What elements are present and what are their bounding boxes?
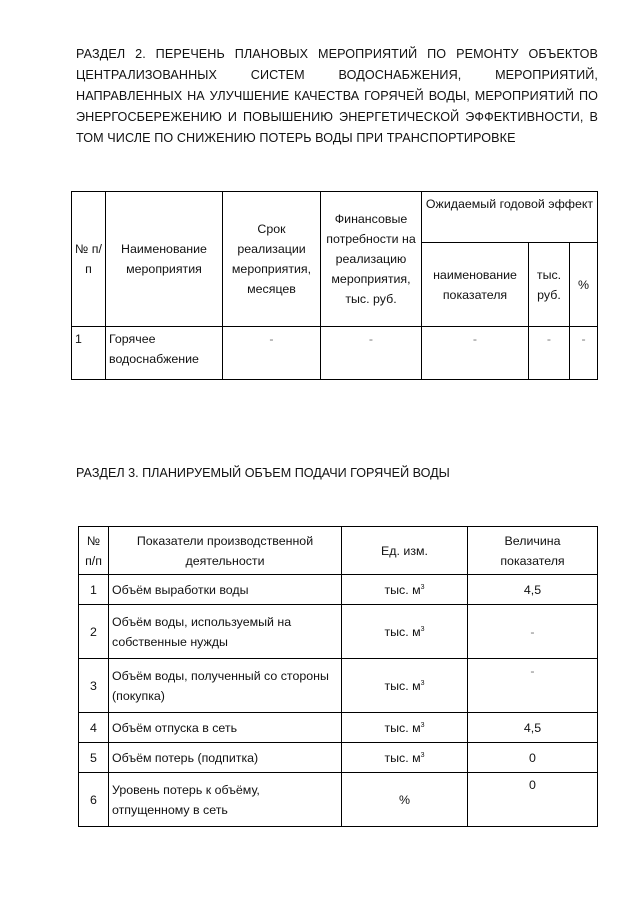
- unit-base: тыс. м: [384, 624, 421, 639]
- row-finance: -: [321, 327, 422, 380]
- unit-superscript: 3: [420, 583, 425, 591]
- header-num: № п/п: [79, 527, 109, 575]
- row-unit: [342, 605, 468, 659]
- row-term: -: [223, 327, 321, 380]
- header-num: № п/п: [72, 192, 106, 327]
- row-indicator: Объём потерь (подпитка): [109, 743, 342, 773]
- header-indicator: Показатели производственной деятельности: [109, 527, 342, 575]
- row-num: 1: [79, 575, 109, 605]
- row-measure-name: Горячее водоснабжение: [106, 327, 223, 380]
- unit-base: тыс. м: [384, 582, 421, 597]
- header-value: Величина показателя: [468, 527, 598, 575]
- row-num: 5: [79, 743, 109, 773]
- header-finance: Финансовые потребности на реализацию мероприятия, тыс. руб.: [321, 192, 422, 327]
- planned-measures-table: [71, 191, 598, 380]
- row-value: -: [468, 605, 598, 659]
- row-indicator: Объём воды, используемый на собственные нужды: [109, 605, 342, 659]
- row-num: 2: [79, 605, 109, 659]
- row-unit: %: [342, 773, 468, 827]
- header-term: Срок реализации мероприятия, месяцев: [223, 192, 321, 327]
- row-rub: -: [529, 327, 570, 380]
- unit-base: тыс. м: [384, 720, 421, 735]
- unit-superscript: 3: [420, 679, 425, 687]
- row-indicator: Объём выработки воды: [109, 575, 342, 605]
- row-value: 0: [468, 773, 598, 827]
- table-row: [79, 659, 598, 713]
- table-row: [79, 713, 598, 743]
- unit-base: тыс. м: [384, 750, 421, 765]
- unit-superscript: 3: [420, 625, 425, 633]
- unit-superscript: 3: [420, 751, 425, 759]
- row-indicator: Уровень потерь к объёму, отпущенному в сеть: [109, 773, 342, 827]
- row-unit: [342, 575, 468, 605]
- header-thousand-rub: тыс. руб.: [529, 243, 570, 327]
- unit-superscript: 3: [420, 721, 425, 729]
- row-num: 6: [79, 773, 109, 827]
- table-row: [72, 327, 598, 380]
- section-2-title: РАЗДЕЛ 2. ПЕРЕЧЕНЬ ПЛАНОВЫХ МЕРОПРИЯТИЙ ПО РЕМОНТУ ОБЪЕКТОВ ЦЕНТРАЛИЗОВАННЫХ СИСТЕМ ВОДОСНАБЖЕНИЯ, МЕРОПРИЯТИЙ, НАПРАВЛЕННЫХ НА УЛУЧШЕНИЕ КАЧЕСТВА ГОРЯЧЕЙ ВОДЫ, МЕРОПРИЯТИЙ ПО ЭНЕРГОСБЕРЕЖЕНИЮ И ПОВЫШЕНИЮ ЭНЕРГЕТИЧЕСКОЙ ЭФФЕКТИВНОСТИ, В ТОМ ЧИСЛЕ ПО СНИЖЕНИЮ ПОТЕРЬ ВОДЫ ПРИ ТРАНСПОРТИРОВКЕ: [76, 47, 598, 145]
- header-indicator-name: наименование показателя: [422, 243, 529, 327]
- table-row: [79, 743, 598, 773]
- hot-water-supply-table: [78, 526, 598, 827]
- table-row: [79, 605, 598, 659]
- row-indicator: Объём отпуска в сеть: [109, 713, 342, 743]
- table-row: [79, 773, 598, 827]
- header-unit: Ед. изм.: [342, 527, 468, 575]
- row-percent: -: [570, 327, 598, 380]
- unit-base: тыс. м: [384, 678, 421, 693]
- row-value: 4,5: [468, 713, 598, 743]
- row-unit: [342, 659, 468, 713]
- row-value: -: [468, 659, 598, 713]
- row-num: 1: [72, 327, 106, 380]
- section-3-title: РАЗДЕЛ 3. ПЛАНИРУЕМЫЙ ОБЪЕМ ПОДАЧИ ГОРЯЧЕЙ ВОДЫ: [76, 466, 450, 480]
- row-indicator: Объём воды, полученный со стороны (покупка): [109, 659, 342, 713]
- row-unit: [342, 743, 468, 773]
- row-value: 4,5: [468, 575, 598, 605]
- table-row: [79, 575, 598, 605]
- header-expected-effect: Ожидаемый годовой эффект: [422, 192, 598, 243]
- header-percent: %: [570, 243, 598, 327]
- row-num: 3: [79, 659, 109, 713]
- row-unit: [342, 713, 468, 743]
- row-value: 0: [468, 743, 598, 773]
- row-num: 4: [79, 713, 109, 743]
- row-indicator: -: [422, 327, 529, 380]
- header-measure-name: Наименование мероприятия: [106, 192, 223, 327]
